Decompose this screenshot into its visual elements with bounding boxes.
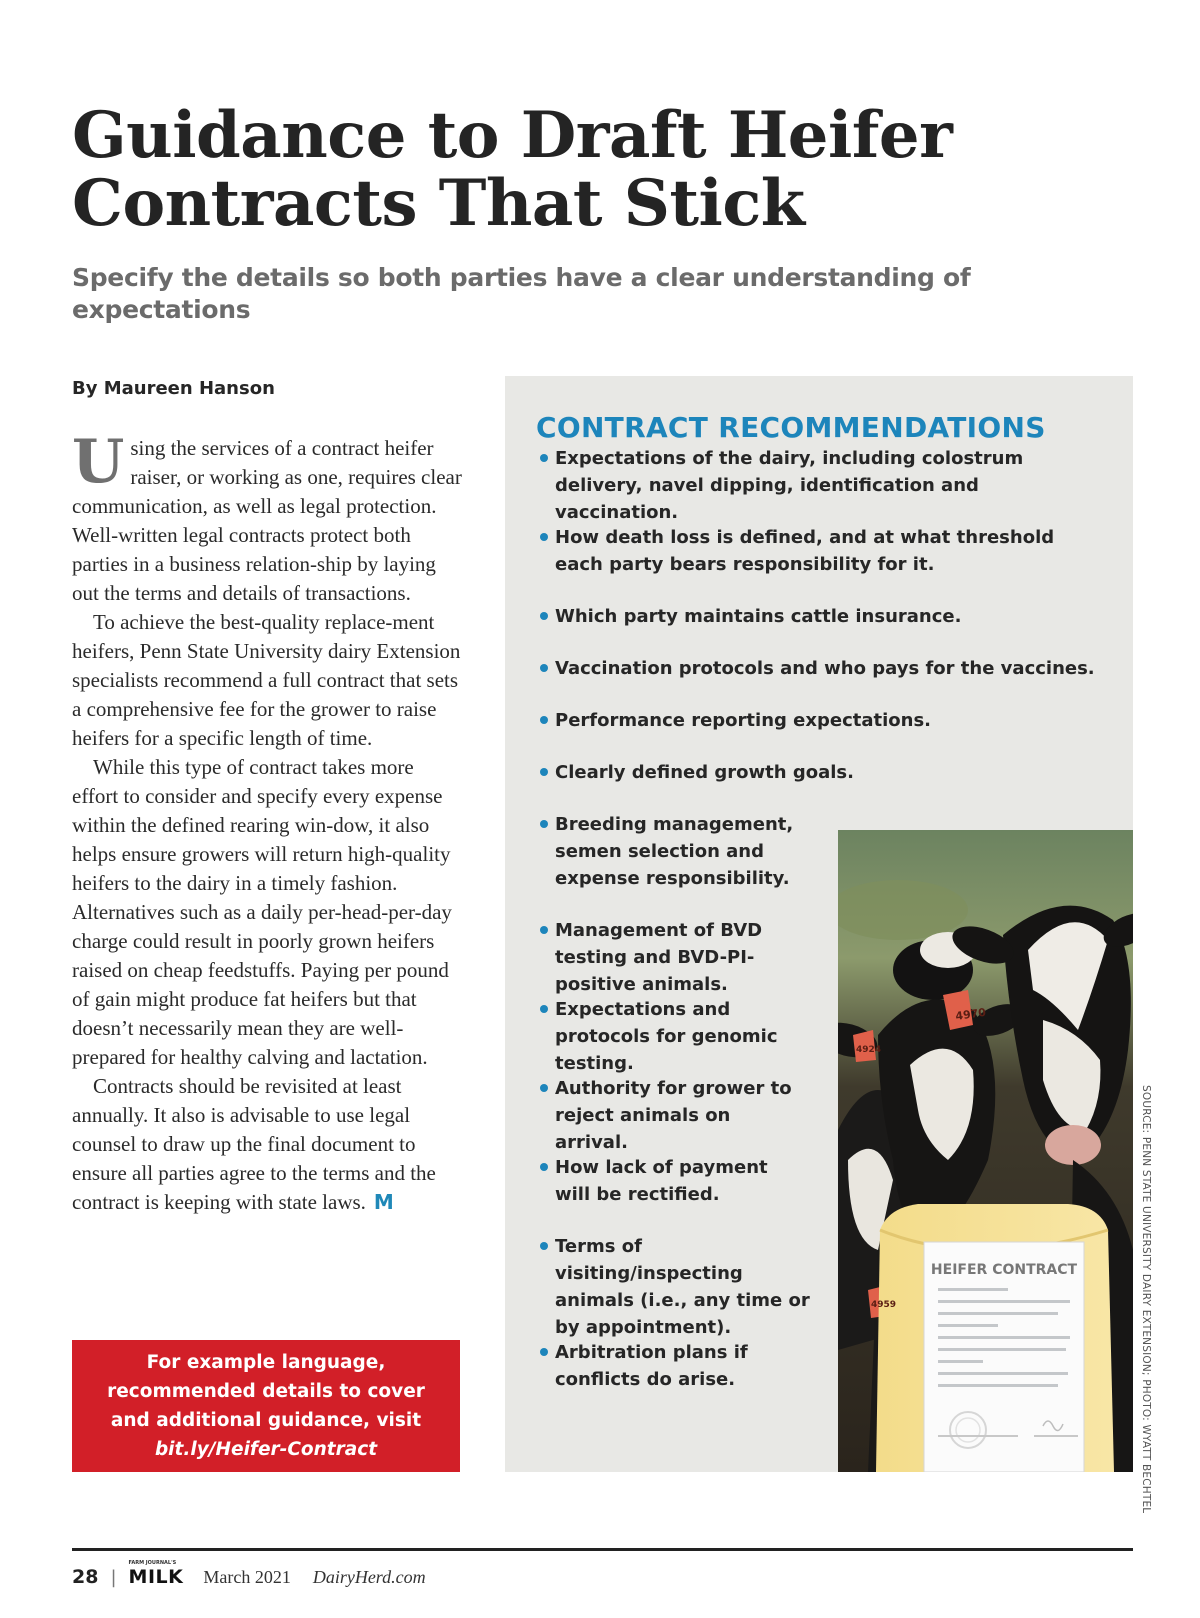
list-item-text: Performance reporting expectations. bbox=[555, 710, 932, 731]
issue-date: March 2021 bbox=[203, 1567, 291, 1587]
list-item bbox=[555, 759, 1100, 786]
list-item-text: How lack of payment will be rectified. bbox=[555, 1157, 768, 1205]
bullet bbox=[540, 454, 548, 462]
list-item bbox=[555, 524, 1100, 578]
list-item-text: Vaccination protocols and who pays for the vaccines. bbox=[555, 658, 1095, 679]
byline: By Maureen Hanson bbox=[72, 378, 275, 399]
magazine-logo bbox=[128, 1560, 184, 1588]
bullet bbox=[540, 768, 548, 776]
list-item bbox=[555, 603, 1100, 630]
paragraph-3: While this type of contract takes more effort to consider and specify every expense within the defined rearing win-dow, it also helps ensure growers will return high-quality heifers to the dairy in a timely fashion. Alternatives such as a daily per-head-per-day charge could result in poorly grown heifers raised on cheap feedstuffs. Paying per pound of gain might produce fat heifers but that doesn’t necessarily mean they are well-prepared for healthy calving and lactation. bbox=[72, 755, 452, 1069]
bullet bbox=[540, 716, 548, 724]
paragraph-4-text: Contracts should be revisited at least annually. It also is advisable to use legal counsel to draw up the final document to ensure all parties agree to the terms and the contract is keeping with state laws. bbox=[72, 1074, 436, 1214]
subheadline: Specify the details so both parties have a clear understanding of expectations bbox=[72, 263, 971, 324]
list-item-text: Breeding management, semen selection and expense responsibility. bbox=[555, 814, 794, 889]
list-item bbox=[555, 1075, 805, 1156]
bullet bbox=[540, 1005, 548, 1013]
paragraph-4 bbox=[72, 1072, 464, 1217]
bullet bbox=[540, 1348, 548, 1356]
cta-link[interactable]: bit.ly/Heifer-Contract bbox=[154, 1439, 378, 1460]
bullet bbox=[540, 1242, 548, 1250]
cta-text bbox=[88, 1348, 444, 1464]
bullet bbox=[540, 1163, 548, 1171]
drop-cap: U bbox=[72, 427, 125, 497]
list-item-text: Arbitration plans if conflicts do arise. bbox=[555, 1342, 748, 1390]
magazine-logo-text: MILK bbox=[128, 1566, 184, 1588]
list-item bbox=[555, 811, 805, 892]
cta-box bbox=[72, 1340, 460, 1472]
page-number: 28 bbox=[72, 1566, 99, 1588]
list-item bbox=[555, 996, 805, 1077]
end-mark: M bbox=[373, 1190, 394, 1214]
website[interactable]: DairyHerd.com bbox=[312, 1567, 426, 1587]
list-item-text: Authority for grower to reject animals on arrival. bbox=[555, 1078, 792, 1153]
recommendations-sidebar bbox=[505, 376, 1133, 1472]
sidebar-title: CONTRACT RECOMMENDATIONS bbox=[536, 411, 1046, 444]
bullet bbox=[540, 533, 548, 541]
list-item bbox=[555, 707, 1100, 734]
headline bbox=[72, 98, 1132, 241]
envelope-label: HEIFER CONTRACT bbox=[930, 1262, 1078, 1278]
headline-line-2: Contracts That Stick bbox=[72, 166, 805, 241]
list-item-text: Expectations and protocols for genomic testing. bbox=[555, 999, 778, 1074]
cta-label: For example language, recommended details to cover and additional guidance, visit bbox=[107, 1352, 425, 1431]
bullet bbox=[540, 926, 548, 934]
photo-credit-text: SOURCE: PENN STATE UNIVERSITY DAIRY EXTENSION; PHOTO: WYATT BECHTEL bbox=[1140, 1085, 1152, 1514]
bullet bbox=[540, 612, 548, 620]
footer bbox=[72, 1560, 426, 1588]
ear-tag-1: 4970 bbox=[954, 1005, 987, 1023]
list-item-text: Expectations of the dairy, including colostrum delivery, navel dipping, identification and vaccination. bbox=[555, 448, 1024, 523]
list-item-text: How death loss is defined, and at what threshold each party bears responsibility for it. bbox=[555, 527, 1055, 575]
list-item bbox=[555, 655, 1100, 682]
magazine-logo-top: FARM JOURNAL'S bbox=[128, 1560, 177, 1566]
list-item bbox=[555, 1233, 810, 1341]
paragraph-1 bbox=[72, 427, 464, 608]
headline-line-1: Guidance to Draft Heifer bbox=[72, 98, 953, 173]
bullet bbox=[540, 664, 548, 672]
ear-tag-2: 4924 bbox=[856, 1045, 882, 1055]
list-item bbox=[555, 1154, 795, 1208]
list-item-text: Which party maintains cattle insurance. bbox=[555, 606, 962, 627]
paragraph-1-text: sing the services of a contract heifer raiser, or working as one, requires clear communication, as well as legal protection. Well-written legal contracts protect both parties in a business relation-ship by laying out the terms and details of transactions. bbox=[72, 436, 462, 605]
bullet bbox=[540, 1084, 548, 1092]
list-item bbox=[555, 917, 815, 998]
list-item bbox=[555, 445, 1100, 526]
ear-tag-3: 4959 bbox=[871, 1300, 897, 1310]
cows-photo bbox=[838, 830, 1133, 1472]
bullet bbox=[540, 820, 548, 828]
photo-credit bbox=[1140, 1085, 1152, 1514]
article-body bbox=[72, 427, 464, 1217]
list-item bbox=[555, 1339, 810, 1393]
paragraph-2: To achieve the best-quality replace-ment heifers, Penn State University dairy Extension specialists recommend a full contract that sets a comprehensive fee for the grower to raise heifers for a specific length of time. bbox=[72, 610, 461, 750]
list-item-text: Terms of visiting/inspecting animals (i.e., any time or by appointment). bbox=[555, 1236, 810, 1338]
list-item-text: Clearly defined growth goals. bbox=[555, 762, 854, 783]
footer-separator: | bbox=[110, 1567, 117, 1588]
footer-divider bbox=[72, 1548, 1133, 1551]
list-item-text: Management of BVD testing and BVD-PI-positive animals. bbox=[555, 920, 763, 995]
